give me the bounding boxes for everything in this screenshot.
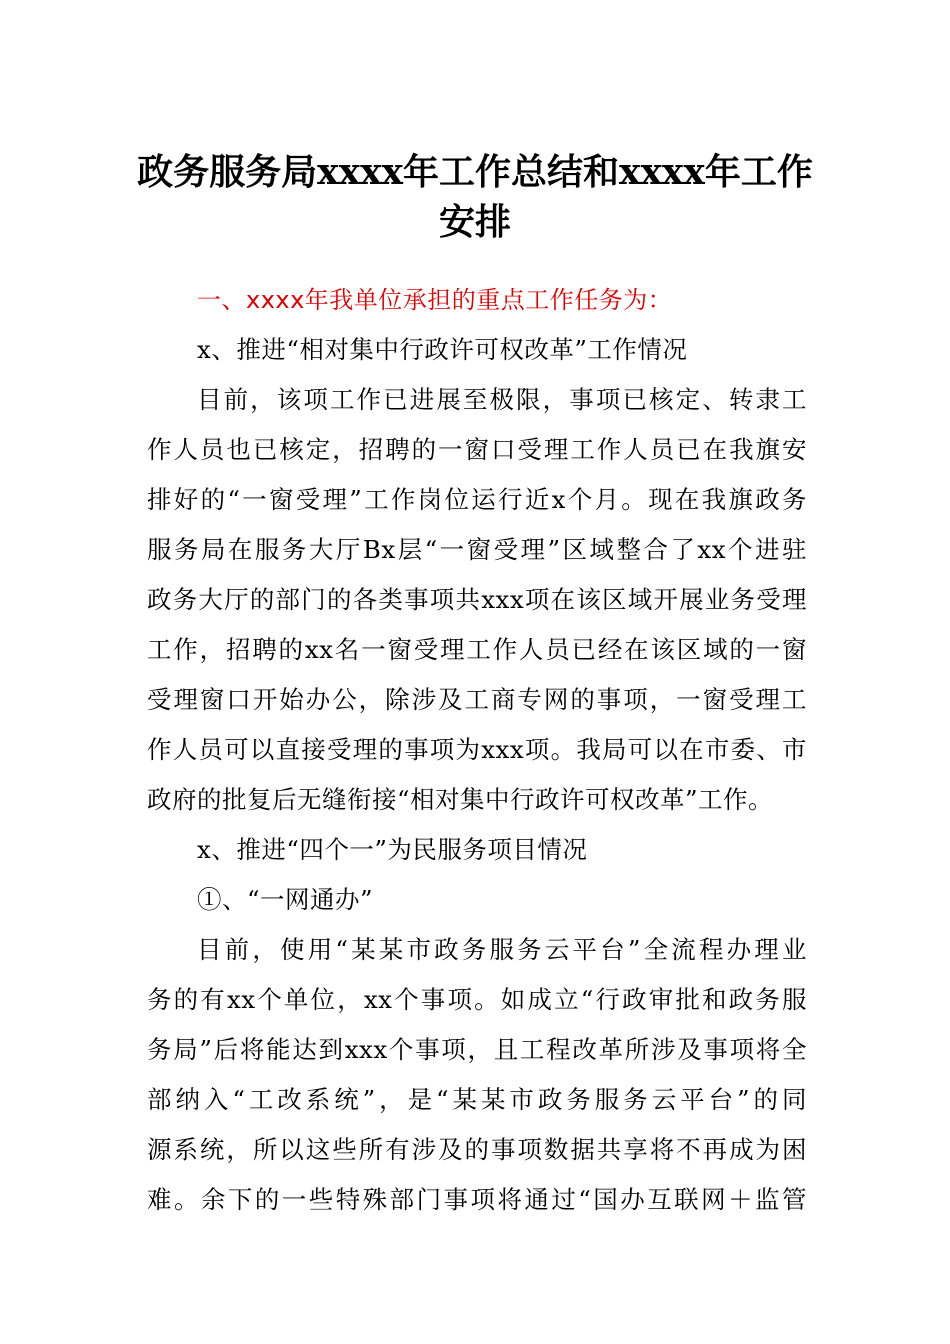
paragraph-line: 务局”后将能达到xxx个事项，且工程改革所涉及事项将全	[147, 1035, 807, 1064]
paragraph-line: 工作，招聘的xx名一窗受理工作人员已经在该区域的一窗	[147, 635, 807, 664]
subsection-heading: x、推进“相对集中行政许可权改革”工作情况	[197, 335, 688, 364]
section-heading: 一、xxxx年我单位承担的重点工作任务为：	[197, 286, 673, 314]
paragraph-line: 作人员可以直接受理的事项为xxx项。我局可以在市委、市	[147, 735, 807, 764]
paragraph-line: 政务大厅的部门的各类事项共xxx项在该区域开展业务受理	[147, 585, 807, 614]
paragraph-line: 作人员也已核定，招聘的一窗口受理工作人员已在我旗安	[147, 435, 807, 464]
paragraph-line: 服务局在服务大厅Bx层“一窗受理”区域整合了xx个进驻	[147, 535, 807, 564]
subsection-heading: x、推进“四个一”为民服务项目情况	[197, 835, 588, 864]
document-title-line-2: 安排	[438, 201, 511, 243]
paragraph-line: 务的有xx个单位，xx个事项。如成立“行政审批和政务服	[147, 985, 807, 1014]
paragraph-line: 部纳入“工改系统”，是“某某市政务服务云平台”的同	[147, 1085, 807, 1114]
paragraph-line: 排好的“一窗受理”工作岗位运行近x个月。现在我旗政务	[147, 485, 807, 514]
paragraph-line: 目前，该项工作已进展至极限，事项已核定、转隶工	[197, 385, 807, 414]
paragraph-line: 源系统，所以这些所有涉及的事项数据共享将不再成为困	[147, 1135, 807, 1164]
paragraph-line: 受理窗口开始办公，除涉及工商专网的事项，一窗受理工	[147, 685, 807, 714]
document-title-line-1: 政务服务局xxxx年工作总结和xxxx年工作	[137, 151, 813, 193]
item-heading: ①、“一网通办”	[197, 885, 374, 914]
paragraph-line: 政府的批复后无缝衔接“相对集中行政许可权改革”工作。	[147, 785, 774, 814]
paragraph-line: 目前，使用“某某市政务服务云平台”全流程办理业	[197, 935, 807, 964]
paragraph-line: 难。余下的一些特殊部门事项将通过“国办互联网＋监管	[147, 1185, 807, 1214]
